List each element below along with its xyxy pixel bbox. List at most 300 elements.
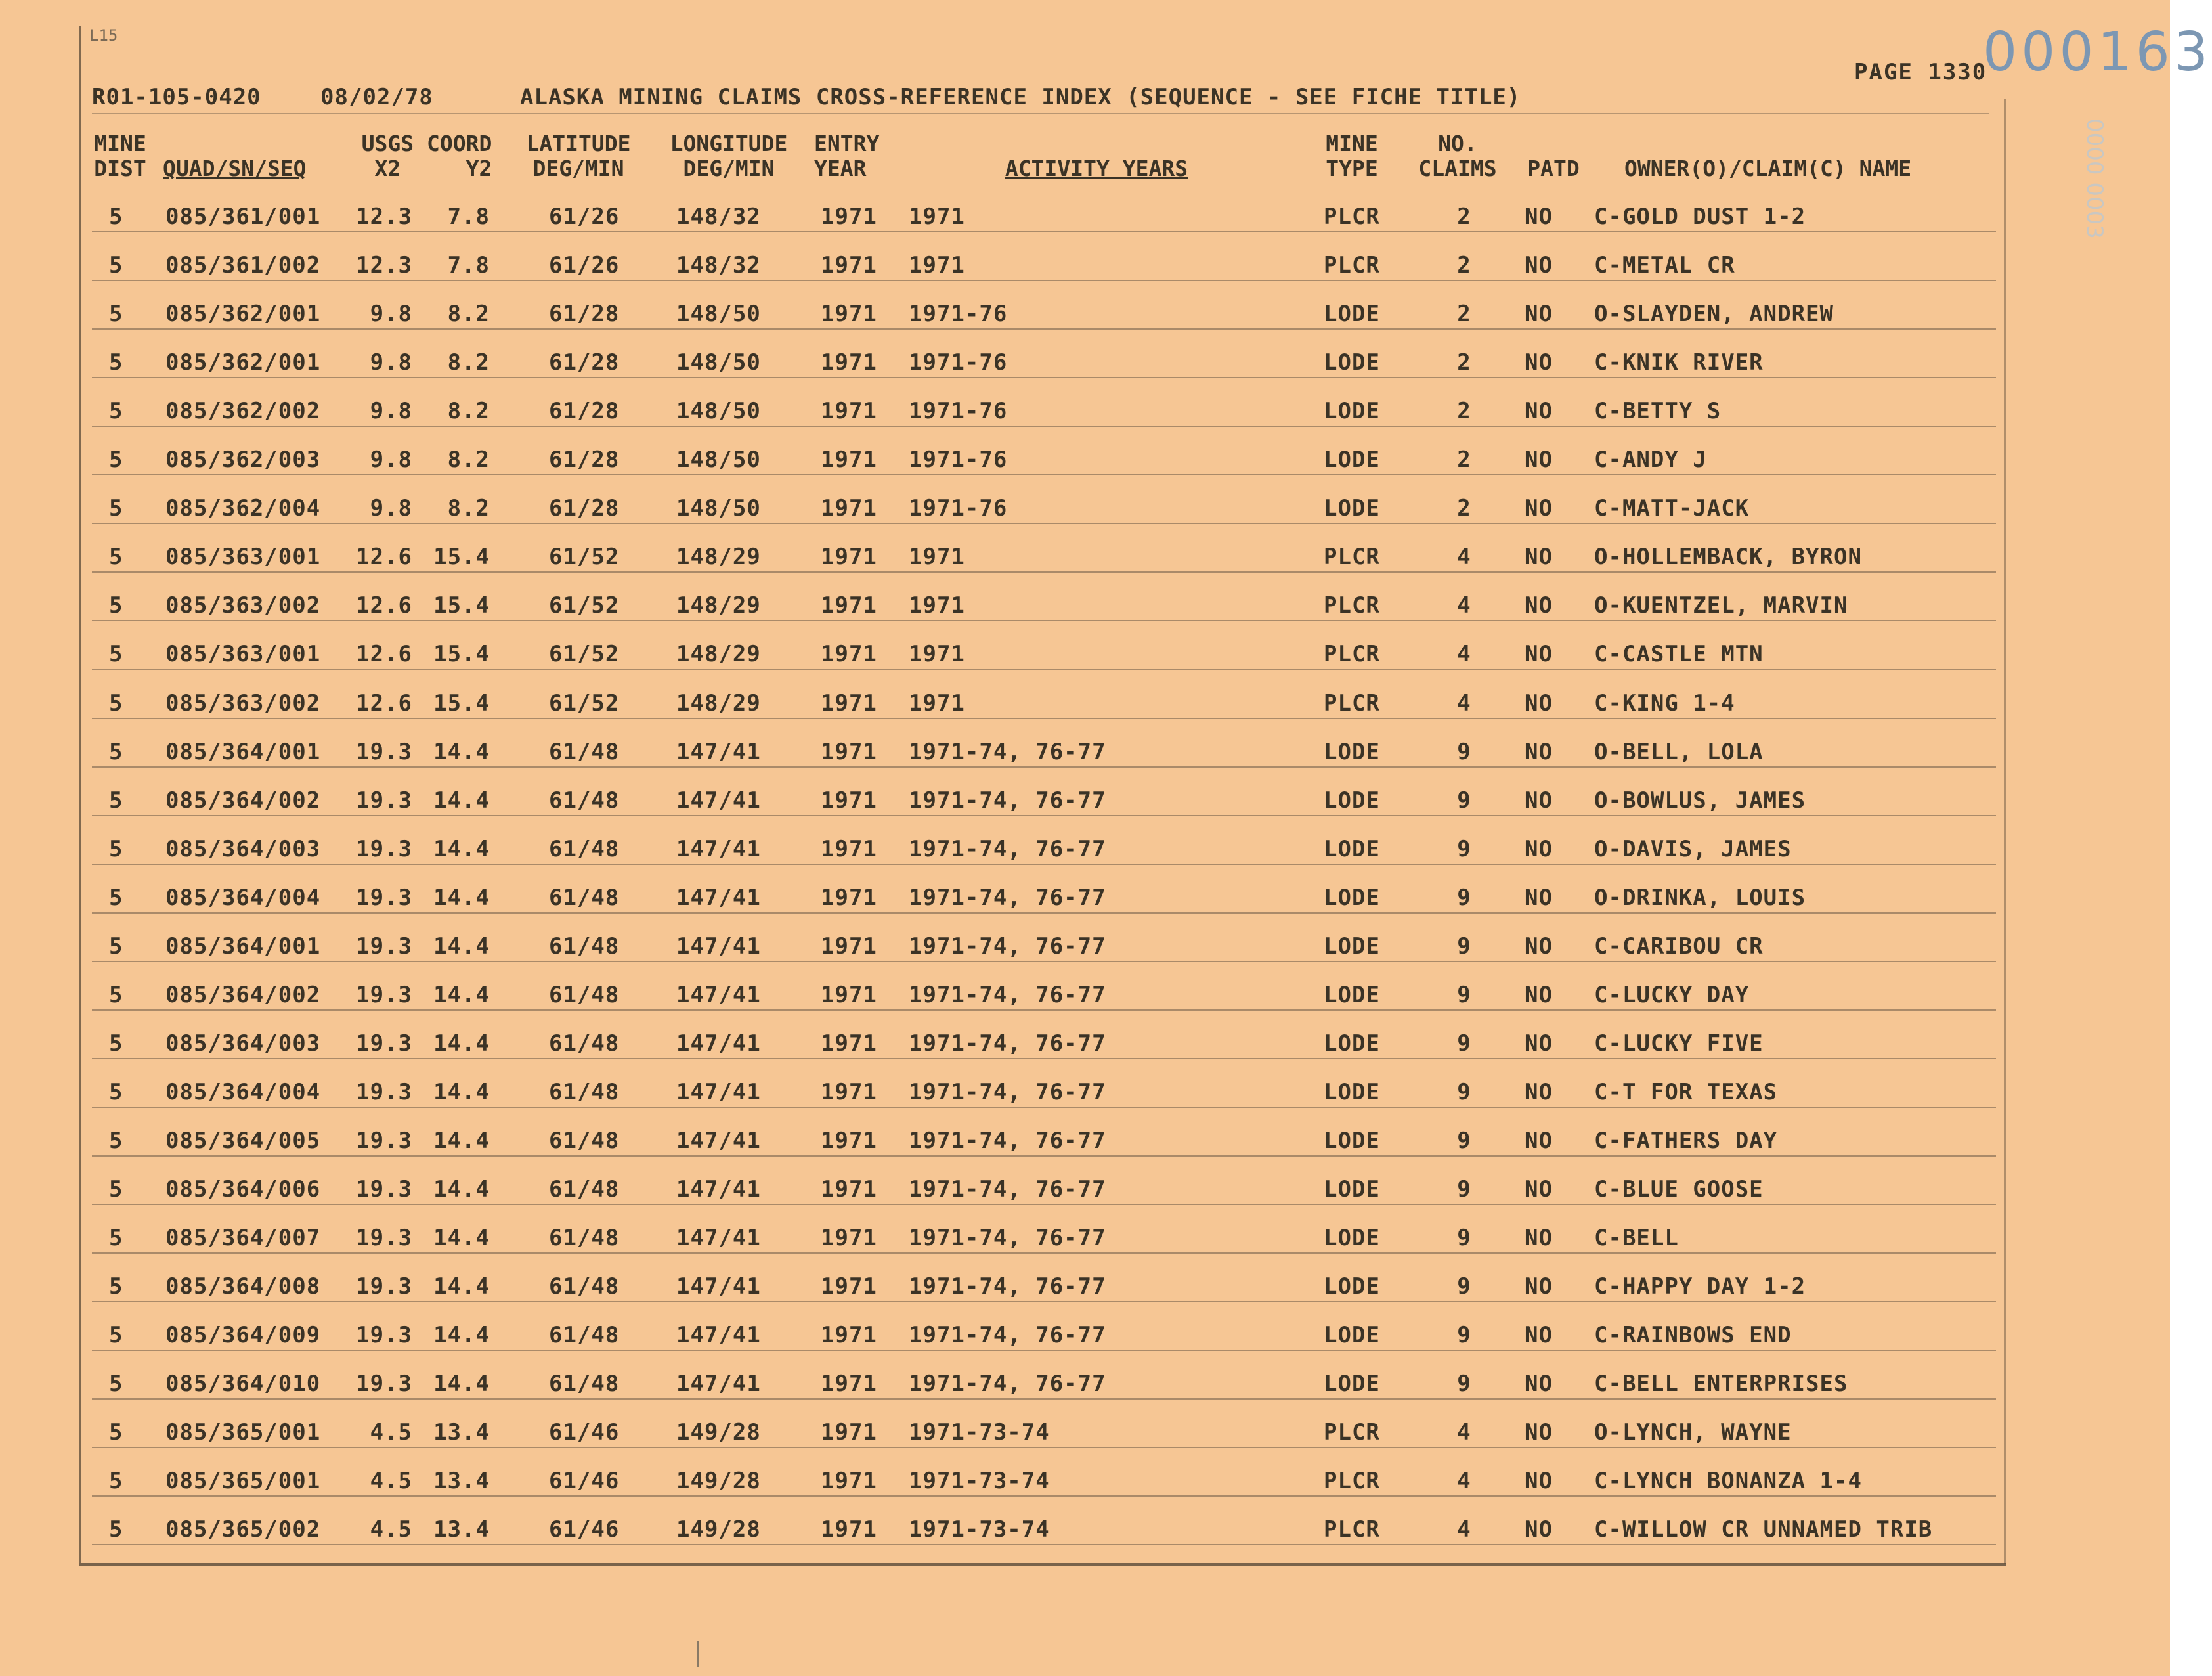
mine-type-cell: LODE bbox=[1324, 398, 1380, 424]
mine-dist-cell: 5 bbox=[109, 982, 123, 1008]
latitude-cell: 61/52 bbox=[549, 592, 620, 619]
owner-claim-name-cell: C-BLUE GOOSE bbox=[1594, 1176, 1764, 1202]
mine-dist-cell: 5 bbox=[109, 739, 123, 765]
longitude-cell: 147/41 bbox=[676, 1225, 761, 1251]
usgs-y2-cell: 15.4 bbox=[433, 544, 490, 570]
usgs-x2-cell: 19.3 bbox=[356, 787, 412, 814]
activity-years-cell: 1971-74, 76-77 bbox=[909, 1371, 1106, 1397]
mine-type-cell: LODE bbox=[1324, 836, 1380, 862]
activity-years-cell: 1971-74, 76-77 bbox=[909, 1225, 1106, 1251]
entry-year-cell: 1971 bbox=[821, 836, 877, 862]
quad-sn-seq-cell: 085/364/001 bbox=[165, 739, 321, 765]
patd-cell: NO bbox=[1525, 933, 1553, 959]
longitude-cell: 147/41 bbox=[676, 982, 761, 1008]
quad-sn-seq-cell: 085/365/001 bbox=[165, 1419, 321, 1445]
usgs-x2-cell: 19.3 bbox=[356, 885, 412, 911]
latitude-cell: 61/26 bbox=[549, 204, 620, 230]
owner-claim-name-cell: C-GOLD DUST 1-2 bbox=[1594, 204, 1806, 230]
no-claims-cell: 9 bbox=[1457, 1128, 1471, 1154]
entry-year-cell: 1971 bbox=[821, 447, 877, 473]
usgs-y2-cell: 8.2 bbox=[447, 349, 490, 376]
patd-cell: NO bbox=[1525, 982, 1553, 1008]
quad-sn-seq-cell: 085/361/002 bbox=[165, 252, 321, 278]
latitude-cell: 61/46 bbox=[549, 1516, 620, 1543]
patd-cell: NO bbox=[1525, 1419, 1553, 1445]
mine-dist-cell: 5 bbox=[109, 641, 123, 667]
activity-years-cell: 1971-74, 76-77 bbox=[909, 982, 1106, 1008]
usgs-y2-cell: 8.2 bbox=[447, 447, 490, 473]
usgs-x2-cell: 4.5 bbox=[370, 1468, 412, 1494]
no-claims-cell: 2 bbox=[1457, 252, 1471, 278]
latitude-cell: 61/48 bbox=[549, 836, 620, 862]
table-row bbox=[0, 933, 2170, 982]
row-rule bbox=[92, 1495, 1996, 1497]
mine-dist-cell: 5 bbox=[109, 1516, 123, 1543]
col-usgs-coord: USGS COORD X2 Y2 bbox=[361, 131, 492, 181]
no-claims-cell: 2 bbox=[1457, 447, 1471, 473]
owner-claim-name-cell: O-SLAYDEN, ANDREW bbox=[1594, 301, 1834, 327]
longitude-cell: 147/41 bbox=[676, 1128, 761, 1154]
owner-claim-name-cell: O-LYNCH, WAYNE bbox=[1594, 1419, 1792, 1445]
usgs-y2-cell: 15.4 bbox=[433, 592, 490, 619]
mine-dist-cell: 5 bbox=[109, 544, 123, 570]
mine-dist-cell: 5 bbox=[109, 301, 123, 327]
no-claims-cell: 4 bbox=[1457, 544, 1471, 570]
row-rule bbox=[92, 815, 1996, 816]
owner-claim-name-cell: C-T FOR TEXAS bbox=[1594, 1079, 1778, 1105]
entry-year-cell: 1971 bbox=[821, 982, 877, 1008]
quad-sn-seq-cell: 085/362/002 bbox=[165, 398, 321, 424]
longitude-cell: 147/41 bbox=[676, 787, 761, 814]
table-row bbox=[0, 1322, 2170, 1371]
mine-type-cell: PLCR bbox=[1324, 1516, 1380, 1543]
quad-sn-seq-cell: 085/362/001 bbox=[165, 301, 321, 327]
mine-dist-cell: 5 bbox=[109, 495, 123, 521]
table-row bbox=[0, 836, 2170, 885]
usgs-y2-cell: 14.4 bbox=[433, 836, 490, 862]
mine-type-cell: LODE bbox=[1324, 885, 1380, 911]
owner-claim-name-cell: O-HOLLEMBACK, BYRON bbox=[1594, 544, 1862, 570]
usgs-x2-cell: 12.6 bbox=[356, 690, 412, 717]
col-longitude: LONGITUDE DEG/MIN bbox=[670, 131, 788, 181]
activity-years-cell: 1971-74, 76-77 bbox=[909, 1128, 1106, 1154]
latitude-cell: 61/52 bbox=[549, 544, 620, 570]
mine-type-cell: LODE bbox=[1324, 1273, 1380, 1300]
row-rule bbox=[92, 669, 1996, 670]
patd-cell: NO bbox=[1525, 1128, 1553, 1154]
usgs-x2-cell: 19.3 bbox=[356, 1030, 412, 1057]
usgs-x2-cell: 19.3 bbox=[356, 1322, 412, 1348]
quad-sn-seq-cell: 085/364/003 bbox=[165, 836, 321, 862]
usgs-x2-cell: 19.3 bbox=[356, 982, 412, 1008]
report-title: ALASKA MINING CLAIMS CROSS-REFERENCE INDEX (SEQUENCE - SEE FICHE TITLE) bbox=[520, 84, 1521, 110]
latitude-cell: 61/48 bbox=[549, 982, 620, 1008]
longitude-cell: 148/50 bbox=[676, 301, 761, 327]
owner-claim-name-cell: C-FATHERS DAY bbox=[1594, 1128, 1778, 1154]
no-claims-cell: 9 bbox=[1457, 1030, 1471, 1057]
patd-cell: NO bbox=[1525, 301, 1553, 327]
latitude-cell: 61/48 bbox=[549, 1128, 620, 1154]
owner-claim-name-cell: C-ANDY J bbox=[1594, 447, 1707, 473]
stamp-number: 000163 bbox=[1983, 21, 2212, 83]
owner-claim-name-cell: C-RAINBOWS END bbox=[1594, 1322, 1792, 1348]
report-id: R01-105-0420 bbox=[92, 84, 261, 110]
mine-dist-cell: 5 bbox=[109, 349, 123, 376]
usgs-x2-cell: 9.8 bbox=[370, 398, 412, 424]
col-entry-year: ENTRY YEAR bbox=[814, 131, 880, 181]
usgs-y2-cell: 14.4 bbox=[433, 739, 490, 765]
entry-year-cell: 1971 bbox=[821, 1030, 877, 1057]
longitude-cell: 148/50 bbox=[676, 495, 761, 521]
mine-type-cell: PLCR bbox=[1324, 204, 1380, 230]
mine-dist-cell: 5 bbox=[109, 1176, 123, 1202]
usgs-y2-cell: 14.4 bbox=[433, 1322, 490, 1348]
mine-dist-cell: 5 bbox=[109, 1030, 123, 1057]
quad-sn-seq-cell: 085/363/002 bbox=[165, 690, 321, 717]
patd-cell: NO bbox=[1525, 544, 1553, 570]
usgs-y2-cell: 15.4 bbox=[433, 690, 490, 717]
owner-claim-name-cell: O-DRINKA, LOUIS bbox=[1594, 885, 1806, 911]
mine-dist-cell: 5 bbox=[109, 787, 123, 814]
entry-year-cell: 1971 bbox=[821, 301, 877, 327]
row-rule bbox=[92, 426, 1996, 427]
usgs-y2-cell: 14.4 bbox=[433, 885, 490, 911]
table-row bbox=[0, 1468, 2170, 1516]
patd-cell: NO bbox=[1525, 1371, 1553, 1397]
table-row bbox=[0, 1079, 2170, 1128]
usgs-x2-cell: 19.3 bbox=[356, 1128, 412, 1154]
table-row bbox=[0, 592, 2170, 641]
table-row bbox=[0, 885, 2170, 933]
usgs-y2-cell: 15.4 bbox=[433, 641, 490, 667]
latitude-cell: 61/48 bbox=[549, 1273, 620, 1300]
patd-cell: NO bbox=[1525, 204, 1553, 230]
mine-type-cell: LODE bbox=[1324, 739, 1380, 765]
latitude-cell: 61/48 bbox=[549, 1176, 620, 1202]
mine-type-cell: LODE bbox=[1324, 1030, 1380, 1057]
quad-sn-seq-cell: 085/365/001 bbox=[165, 1468, 321, 1494]
owner-claim-name-cell: C-CARIBOU CR bbox=[1594, 933, 1764, 959]
table-row bbox=[0, 1371, 2170, 1419]
no-claims-cell: 9 bbox=[1457, 885, 1471, 911]
quad-sn-seq-cell: 085/362/003 bbox=[165, 447, 321, 473]
table-row bbox=[0, 1273, 2170, 1322]
usgs-x2-cell: 9.8 bbox=[370, 301, 412, 327]
mine-dist-cell: 5 bbox=[109, 447, 123, 473]
entry-year-cell: 1971 bbox=[821, 204, 877, 230]
usgs-x2-cell: 12.3 bbox=[356, 252, 412, 278]
owner-claim-name-cell: C-HAPPY DAY 1-2 bbox=[1594, 1273, 1806, 1300]
owner-claim-name-cell: C-METAL CR bbox=[1594, 252, 1735, 278]
usgs-x2-cell: 19.3 bbox=[356, 739, 412, 765]
mine-type-cell: PLCR bbox=[1324, 690, 1380, 717]
owner-claim-name-cell: C-KNIK RIVER bbox=[1594, 349, 1764, 376]
latitude-cell: 61/46 bbox=[549, 1468, 620, 1494]
quad-sn-seq-cell: 085/364/004 bbox=[165, 1079, 321, 1105]
no-claims-cell: 4 bbox=[1457, 1419, 1471, 1445]
latitude-cell: 61/48 bbox=[549, 739, 620, 765]
activity-years-cell: 1971 bbox=[909, 641, 965, 667]
usgs-y2-cell: 14.4 bbox=[433, 1176, 490, 1202]
activity-years-cell: 1971-76 bbox=[909, 301, 1008, 327]
latitude-cell: 61/48 bbox=[549, 933, 620, 959]
activity-years-cell: 1971-74, 76-77 bbox=[909, 739, 1106, 765]
latitude-cell: 61/28 bbox=[549, 495, 620, 521]
patd-cell: NO bbox=[1525, 641, 1553, 667]
activity-years-cell: 1971-76 bbox=[909, 495, 1008, 521]
quad-sn-seq-cell: 085/364/007 bbox=[165, 1225, 321, 1251]
table-row bbox=[0, 1225, 2170, 1273]
entry-year-cell: 1971 bbox=[821, 544, 877, 570]
no-claims-cell: 2 bbox=[1457, 204, 1471, 230]
col-patd: PATD bbox=[1527, 156, 1580, 181]
quad-sn-seq-cell: 085/362/001 bbox=[165, 349, 321, 376]
patd-cell: NO bbox=[1525, 1516, 1553, 1543]
header-rule bbox=[92, 113, 1989, 114]
no-claims-cell: 2 bbox=[1457, 301, 1471, 327]
mine-dist-cell: 5 bbox=[109, 933, 123, 959]
usgs-y2-cell: 8.2 bbox=[447, 398, 490, 424]
row-rule bbox=[92, 864, 1996, 865]
entry-year-cell: 1971 bbox=[821, 1079, 877, 1105]
owner-claim-name-cell: C-CASTLE MTN bbox=[1594, 641, 1764, 667]
row-rule bbox=[92, 377, 1996, 378]
entry-year-cell: 1971 bbox=[821, 1516, 877, 1543]
activity-years-cell: 1971-74, 76-77 bbox=[909, 1273, 1106, 1300]
latitude-cell: 61/52 bbox=[549, 690, 620, 717]
activity-years-cell: 1971-76 bbox=[909, 447, 1008, 473]
entry-year-cell: 1971 bbox=[821, 787, 877, 814]
mine-type-cell: LODE bbox=[1324, 787, 1380, 814]
col-mine-type: MINE TYPE bbox=[1326, 131, 1378, 181]
entry-year-cell: 1971 bbox=[821, 1322, 877, 1348]
owner-claim-name-cell: O-BELL, LOLA bbox=[1594, 739, 1764, 765]
mine-type-cell: PLCR bbox=[1324, 641, 1380, 667]
no-claims-cell: 9 bbox=[1457, 1273, 1471, 1300]
usgs-y2-cell: 14.4 bbox=[433, 1371, 490, 1397]
latitude-cell: 61/48 bbox=[549, 787, 620, 814]
activity-years-cell: 1971 bbox=[909, 204, 965, 230]
usgs-x2-cell: 4.5 bbox=[370, 1419, 412, 1445]
table-row bbox=[0, 739, 2170, 787]
col-quad-sn-seq: QUAD/SN/SEQ bbox=[163, 156, 307, 181]
usgs-y2-cell: 8.2 bbox=[447, 301, 490, 327]
usgs-x2-cell: 4.5 bbox=[370, 1516, 412, 1543]
latitude-cell: 61/48 bbox=[549, 1371, 620, 1397]
longitude-cell: 148/32 bbox=[676, 252, 761, 278]
patd-cell: NO bbox=[1525, 349, 1553, 376]
row-rule bbox=[92, 718, 1996, 719]
usgs-y2-cell: 14.4 bbox=[433, 1030, 490, 1057]
mine-type-cell: LODE bbox=[1324, 301, 1380, 327]
col-owner-claim-name: OWNER(O)/CLAIM(C) NAME bbox=[1624, 156, 1912, 181]
no-claims-cell: 9 bbox=[1457, 739, 1471, 765]
no-claims-cell: 9 bbox=[1457, 787, 1471, 814]
mine-dist-cell: 5 bbox=[109, 398, 123, 424]
quad-sn-seq-cell: 085/361/001 bbox=[165, 204, 321, 230]
longitude-cell: 147/41 bbox=[676, 739, 761, 765]
mine-type-cell: LODE bbox=[1324, 1128, 1380, 1154]
row-rule bbox=[92, 280, 1996, 281]
owner-claim-name-cell: C-WILLOW CR UNNAMED TRIB bbox=[1594, 1516, 1933, 1543]
entry-year-cell: 1971 bbox=[821, 1273, 877, 1300]
mine-type-cell: LODE bbox=[1324, 933, 1380, 959]
row-rule bbox=[92, 620, 1996, 621]
longitude-cell: 148/50 bbox=[676, 349, 761, 376]
usgs-y2-cell: 13.4 bbox=[433, 1468, 490, 1494]
patd-cell: NO bbox=[1525, 1273, 1553, 1300]
no-claims-cell: 9 bbox=[1457, 982, 1471, 1008]
usgs-y2-cell: 8.2 bbox=[447, 495, 490, 521]
no-claims-cell: 9 bbox=[1457, 1371, 1471, 1397]
mine-type-cell: PLCR bbox=[1324, 1468, 1380, 1494]
mine-type-cell: PLCR bbox=[1324, 1419, 1380, 1445]
mine-dist-cell: 5 bbox=[109, 1322, 123, 1348]
activity-years-cell: 1971-74, 76-77 bbox=[909, 1079, 1106, 1105]
longitude-cell: 149/28 bbox=[676, 1468, 761, 1494]
entry-year-cell: 1971 bbox=[821, 1225, 877, 1251]
longitude-cell: 147/41 bbox=[676, 836, 761, 862]
mine-dist-cell: 5 bbox=[109, 885, 123, 911]
no-claims-cell: 2 bbox=[1457, 495, 1471, 521]
no-claims-cell: 9 bbox=[1457, 1079, 1471, 1105]
activity-years-cell: 1971-73-74 bbox=[909, 1468, 1050, 1494]
mine-dist-cell: 5 bbox=[109, 592, 123, 619]
table-row bbox=[0, 398, 2170, 447]
activity-years-cell: 1971-74, 76-77 bbox=[909, 836, 1106, 862]
mine-type-cell: LODE bbox=[1324, 982, 1380, 1008]
entry-year-cell: 1971 bbox=[821, 398, 877, 424]
row-rule bbox=[92, 231, 1996, 232]
mine-dist-cell: 5 bbox=[109, 1273, 123, 1300]
latitude-cell: 61/26 bbox=[549, 252, 620, 278]
owner-claim-name-cell: O-DAVIS, JAMES bbox=[1594, 836, 1792, 862]
mine-dist-cell: 5 bbox=[109, 836, 123, 862]
mine-type-cell: PLCR bbox=[1324, 252, 1380, 278]
no-claims-cell: 4 bbox=[1457, 641, 1471, 667]
row-rule bbox=[92, 571, 1996, 573]
activity-years-cell: 1971 bbox=[909, 690, 965, 717]
entry-year-cell: 1971 bbox=[821, 1468, 877, 1494]
mine-dist-cell: 5 bbox=[109, 1079, 123, 1105]
entry-year-cell: 1971 bbox=[821, 1419, 877, 1445]
entry-year-cell: 1971 bbox=[821, 690, 877, 717]
patd-cell: NO bbox=[1525, 1322, 1553, 1348]
entry-year-cell: 1971 bbox=[821, 592, 877, 619]
owner-claim-name-cell: C-BETTY S bbox=[1594, 398, 1722, 424]
no-claims-cell: 4 bbox=[1457, 1468, 1471, 1494]
mine-type-cell: LODE bbox=[1324, 349, 1380, 376]
usgs-x2-cell: 19.3 bbox=[356, 1273, 412, 1300]
usgs-y2-cell: 14.4 bbox=[433, 1273, 490, 1300]
no-claims-cell: 4 bbox=[1457, 592, 1471, 619]
entry-year-cell: 1971 bbox=[821, 349, 877, 376]
latitude-cell: 61/48 bbox=[549, 1079, 620, 1105]
no-claims-cell: 9 bbox=[1457, 933, 1471, 959]
mine-dist-cell: 5 bbox=[109, 690, 123, 717]
usgs-x2-cell: 9.8 bbox=[370, 495, 412, 521]
usgs-x2-cell: 19.3 bbox=[356, 836, 412, 862]
table-row bbox=[0, 204, 2170, 252]
longitude-cell: 147/41 bbox=[676, 1030, 761, 1057]
col-mine-dist: MINE DIST bbox=[94, 131, 146, 181]
usgs-x2-cell: 19.3 bbox=[356, 933, 412, 959]
longitude-cell: 148/29 bbox=[676, 544, 761, 570]
mine-dist-cell: 5 bbox=[109, 1128, 123, 1154]
table-row bbox=[0, 690, 2170, 739]
table-row bbox=[0, 787, 2170, 836]
patd-cell: NO bbox=[1525, 398, 1553, 424]
table-row bbox=[0, 252, 2170, 301]
quad-sn-seq-cell: 085/364/005 bbox=[165, 1128, 321, 1154]
row-rule bbox=[92, 474, 1996, 475]
usgs-x2-cell: 19.3 bbox=[356, 1079, 412, 1105]
usgs-y2-cell: 7.8 bbox=[447, 204, 490, 230]
table-row bbox=[0, 641, 2170, 690]
row-rule bbox=[92, 961, 1996, 962]
usgs-y2-cell: 14.4 bbox=[433, 787, 490, 814]
table-row bbox=[0, 495, 2170, 544]
patd-cell: NO bbox=[1525, 690, 1553, 717]
patd-cell: NO bbox=[1525, 592, 1553, 619]
row-rule bbox=[92, 912, 1996, 914]
owner-claim-name-cell: C-MATT-JACK bbox=[1594, 495, 1750, 521]
patd-cell: NO bbox=[1525, 1468, 1553, 1494]
entry-year-cell: 1971 bbox=[821, 641, 877, 667]
activity-years-cell: 1971-74, 76-77 bbox=[909, 933, 1106, 959]
latitude-cell: 61/28 bbox=[549, 349, 620, 376]
latitude-cell: 61/28 bbox=[549, 398, 620, 424]
row-rule bbox=[92, 1350, 1996, 1351]
bottom-tick-mark bbox=[697, 1641, 699, 1667]
usgs-y2-cell: 13.4 bbox=[433, 1419, 490, 1445]
quad-sn-seq-cell: 085/363/002 bbox=[165, 592, 321, 619]
quad-sn-seq-cell: 085/364/010 bbox=[165, 1371, 321, 1397]
longitude-cell: 148/29 bbox=[676, 592, 761, 619]
owner-claim-name-cell: C-LUCKY DAY bbox=[1594, 982, 1750, 1008]
longitude-cell: 147/41 bbox=[676, 1322, 761, 1348]
patd-cell: NO bbox=[1525, 447, 1553, 473]
entry-year-cell: 1971 bbox=[821, 933, 877, 959]
mine-type-cell: LODE bbox=[1324, 1322, 1380, 1348]
longitude-cell: 148/50 bbox=[676, 398, 761, 424]
usgs-x2-cell: 9.8 bbox=[370, 349, 412, 376]
longitude-cell: 147/41 bbox=[676, 1176, 761, 1202]
patd-cell: NO bbox=[1525, 836, 1553, 862]
quad-sn-seq-cell: 085/364/002 bbox=[165, 982, 321, 1008]
edge-digits: 0000 0003 bbox=[2081, 118, 2108, 239]
longitude-cell: 149/28 bbox=[676, 1419, 761, 1445]
quad-sn-seq-cell: 085/363/001 bbox=[165, 544, 321, 570]
entry-year-cell: 1971 bbox=[821, 252, 877, 278]
latitude-cell: 61/48 bbox=[549, 1030, 620, 1057]
entry-year-cell: 1971 bbox=[821, 885, 877, 911]
usgs-x2-cell: 9.8 bbox=[370, 447, 412, 473]
table-row bbox=[0, 1128, 2170, 1176]
no-claims-cell: 4 bbox=[1457, 1516, 1471, 1543]
usgs-x2-cell: 12.6 bbox=[356, 641, 412, 667]
latitude-cell: 61/48 bbox=[549, 885, 620, 911]
usgs-x2-cell: 12.6 bbox=[356, 544, 412, 570]
usgs-x2-cell: 19.3 bbox=[356, 1371, 412, 1397]
longitude-cell: 147/41 bbox=[676, 1079, 761, 1105]
row-rule bbox=[92, 1107, 1996, 1108]
activity-years-cell: 1971-74, 76-77 bbox=[909, 787, 1106, 814]
activity-years-cell: 1971 bbox=[909, 252, 965, 278]
owner-claim-name-cell: O-KUENTZEL, MARVIN bbox=[1594, 592, 1848, 619]
row-rule bbox=[92, 1009, 1996, 1011]
usgs-y2-cell: 14.4 bbox=[433, 982, 490, 1008]
